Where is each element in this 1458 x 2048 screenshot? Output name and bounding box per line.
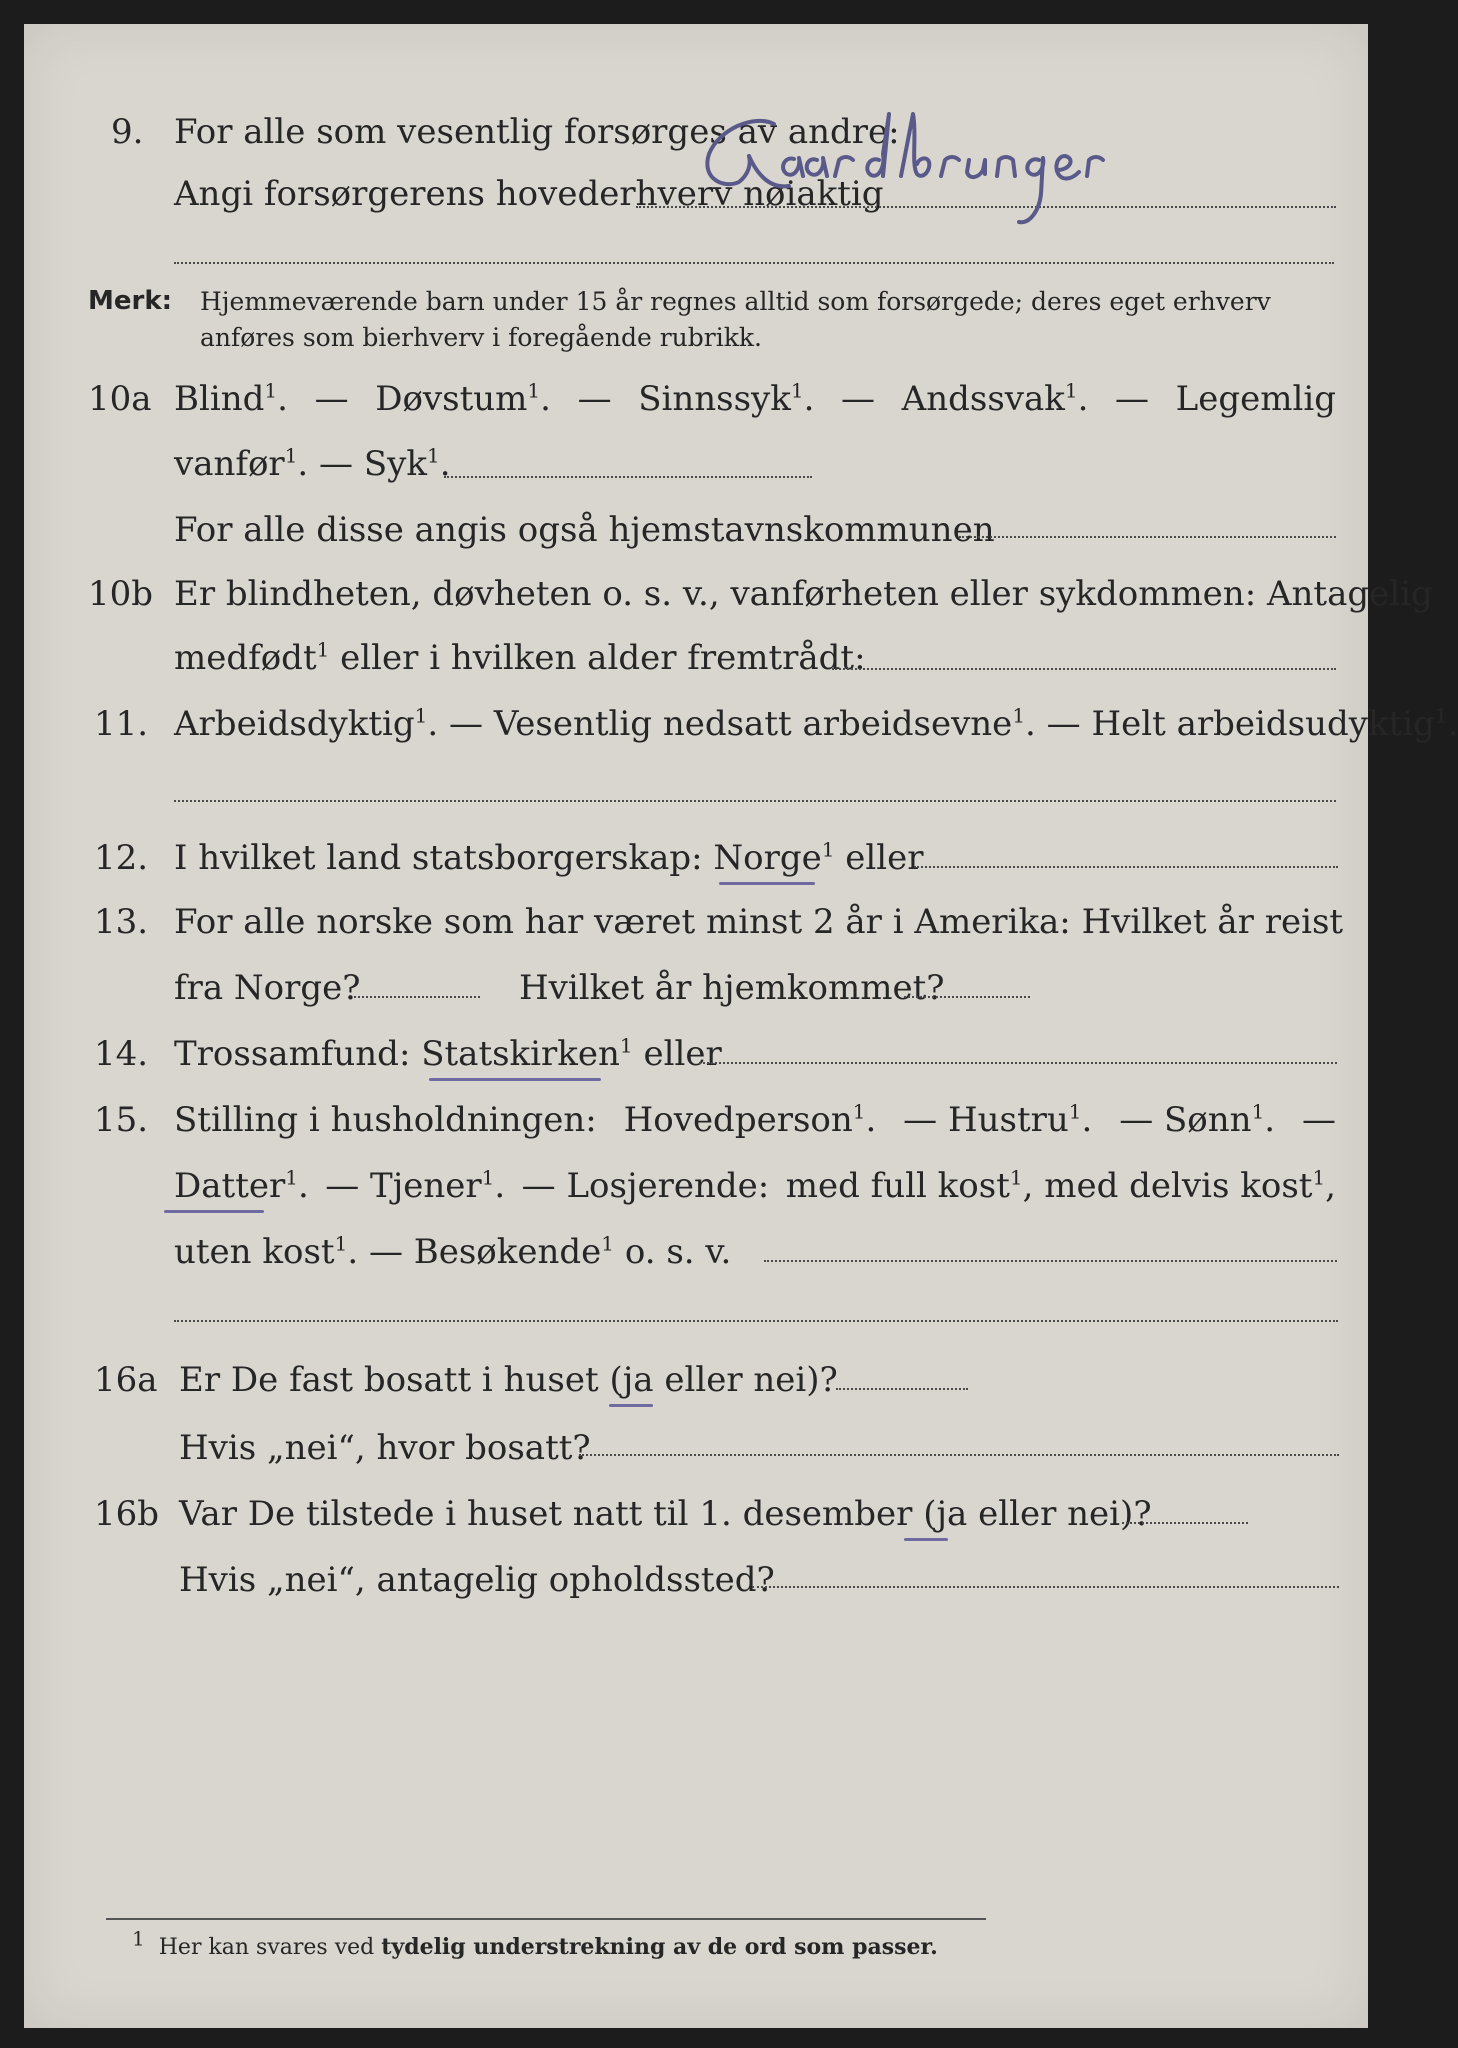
q10b-number: 10b (88, 574, 154, 614)
q13-number: 13. (94, 902, 149, 942)
underline-datter (164, 1210, 264, 1213)
q16b-opholdssted-line (752, 1586, 1339, 1588)
option-andssvak: Andssvak$^1$. (901, 378, 1089, 419)
underline-ja-16b (904, 1538, 948, 1541)
merk-line1: Hjemmeværende barn under 15 år regnes alltid som forsørgede; deres eget erhverv (200, 287, 1271, 316)
q12-line: I hvilket land statsborgerskap: Norge$^1$ eller (174, 837, 924, 878)
merk-label: Merk: (88, 286, 173, 316)
q16a-answer-line (836, 1388, 968, 1390)
q14-line: Trossamfund: Statskirken$^1$ eller (174, 1033, 722, 1074)
option-norge: Norge (713, 838, 822, 878)
q16a-line2: Hvis „nei“, hvor bosatt? (179, 1428, 591, 1468)
q10b-answer-line (832, 668, 1336, 670)
q16b-answer-line (1122, 1522, 1248, 1524)
option-legemlig: Legemlig (1175, 379, 1336, 419)
underline-ja-16a (609, 1404, 653, 1407)
underline-norge (719, 882, 815, 885)
q15-answer-line-2 (174, 1320, 1338, 1322)
q14-answer-line (699, 1062, 1337, 1064)
footnote-divider (106, 1918, 986, 1920)
q16b-line1: Var De tilstede i huset natt til 1. desember (ja eller nei)? (179, 1494, 1152, 1534)
q12-number: 12. (94, 838, 149, 878)
footnote: 1 Her kan svares ved tydelig understrekning av de ord som passer. (132, 1926, 938, 1960)
q9-line2: Angi forsørgerens hovederhverv nøiaktig (174, 174, 884, 214)
q15-answer-line (764, 1260, 1337, 1262)
q16b-number: 16b (94, 1494, 160, 1534)
q13-reist-line (354, 996, 480, 998)
handwritten-answer-signature (679, 94, 1359, 264)
option-ja: ja (936, 1494, 968, 1534)
q16b-line2: Hvis „nei“, antagelig opholdssted? (179, 1560, 775, 1600)
q15-line2: Datter$^1$. — Tjener$^1$. — Losjerende: med full kost$^1$, med delvis kost$^1$, (174, 1165, 1336, 1206)
q10a-number: 10a (88, 379, 152, 419)
q11-answer-line (174, 800, 1336, 802)
q10a-line3: For alle disse angis også hjemstavnskommunen (174, 510, 995, 550)
q9-line1: For alle som vesentlig forsørges av andre: (174, 112, 900, 152)
q15-line1: Stilling i husholdningen: Hovedperson$^1$. — Hustru$^1$. — Sønn$^1$. — (174, 1099, 1336, 1140)
option-datter: Datter (174, 1166, 286, 1206)
q10b-line2: medfødt$^1$ eller i hvilken alder fremtrådt: (174, 637, 866, 678)
q15-line3: uten kost$^1$. — Besøkende$^1$ o. s. v. (174, 1231, 732, 1272)
q13-line1: For alle norske som har været minst 2 år i Amerika: Hvilket år reist (174, 902, 1344, 942)
underline-statskirken (429, 1078, 601, 1081)
q11-number: 11. (94, 704, 149, 744)
census-form-page (24, 24, 1458, 2028)
q11-line: Arbeidsdyktig$^1$. — Vesentlig nedsatt arbeidsevne$^1$. — Helt arbeidsudyktig$^1$. (174, 703, 1458, 744)
q16a-bosatt-line (579, 1454, 1339, 1456)
q10a-hjemstavn-line (959, 536, 1336, 538)
q14-number: 14. (94, 1034, 149, 1074)
q9-number: 9. (111, 112, 144, 152)
q12-answer-line (914, 866, 1338, 868)
q10a-answer-line (444, 476, 812, 478)
q10b-line1: Er blindheten, døvheten o. s. v., vanførheten eller sykdommen: Antagelig (174, 574, 1433, 614)
q10a-line2: vanfør$^1$. — Syk$^1$. (174, 443, 451, 484)
option-blind: Blind$^1$. (174, 378, 288, 419)
option-dovstum: Døvstum$^1$. (375, 378, 551, 419)
merk-line2: anføres som bierhverv i foregående rubrikk. (200, 323, 762, 352)
option-ja: ja (622, 1360, 654, 1400)
q10a-line1: Blind$^1$. — Døvstum$^1$. — Sinnssyk$^1$. — Andssvak$^1$. — Legemlig (174, 378, 1336, 419)
q13-hjemkommet-line (904, 996, 1030, 998)
option-sinnssyk: Sinnssyk$^1$. (638, 378, 815, 419)
q16a-number: 16a (94, 1360, 158, 1400)
q16a-line1: Er De fast bosatt i huset (ja eller nei)? (179, 1360, 838, 1400)
q15-number: 15. (94, 1100, 149, 1140)
option-statskirken: Statskirken (421, 1034, 620, 1074)
q13-line2a: fra Norge? (174, 968, 361, 1008)
q13-line2b: Hvilket år hjemkommet? (519, 968, 945, 1008)
